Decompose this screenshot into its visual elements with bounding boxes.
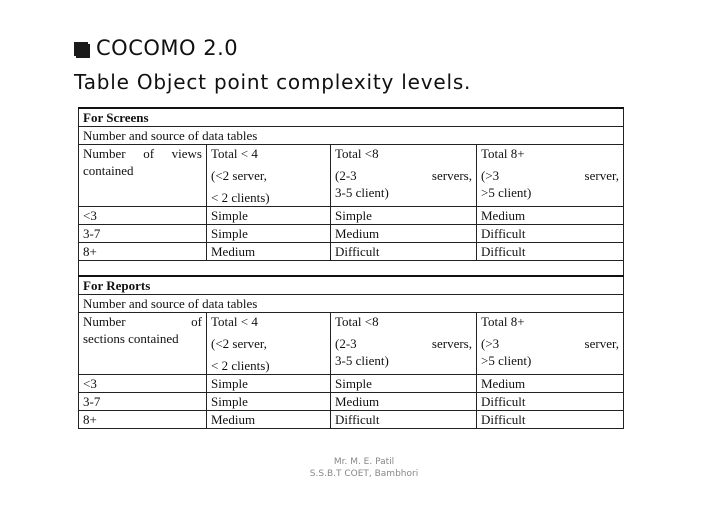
screens-value-cell: Difficult — [477, 243, 624, 261]
reports-value-cell: Medium — [207, 411, 331, 429]
reports-row-header — [79, 313, 207, 375]
table-row — [79, 243, 624, 261]
reports-col3-header — [477, 313, 624, 375]
table-row — [79, 375, 624, 393]
screens-col2-line2: (2-3 servers, — [335, 168, 472, 183]
reports-value-cell: Simple — [331, 375, 477, 393]
screens-value-cell: Difficult — [477, 225, 624, 243]
complexity-table — [78, 107, 624, 429]
reports-value-cell: Medium — [477, 375, 624, 393]
reports-range-cell: 8+ — [79, 411, 207, 429]
reports-range-cell: 3-7 — [79, 393, 207, 411]
reports-source-row — [79, 295, 624, 313]
reports-col1-line2: (<2 server, — [211, 336, 267, 351]
reports-col2-line3: 3-5 client) — [335, 353, 389, 368]
section-spacer-row — [79, 261, 624, 277]
reports-col1-header — [207, 313, 331, 375]
screens-value-cell: Medium — [207, 243, 331, 261]
screens-value-cell: Medium — [331, 225, 477, 243]
reports-section-row — [79, 276, 624, 295]
screens-section-label: For Screens — [79, 108, 624, 127]
table-row — [79, 207, 624, 225]
screens-value-cell: Simple — [207, 207, 331, 225]
screens-section-row — [79, 108, 624, 127]
reports-source-label: Number and source of data tables — [79, 295, 624, 313]
screens-range-cell: 3-7 — [79, 225, 207, 243]
screens-row-header-line2: contained — [83, 163, 134, 178]
screens-range-cell: <3 — [79, 207, 207, 225]
slide-title-text: COCOMO 2.0 — [96, 36, 239, 60]
reports-value-cell: Difficult — [477, 411, 624, 429]
reports-col3-line1: Total 8+ — [481, 314, 525, 329]
footer-institution: S.S.B.T COET, Bambhori — [309, 469, 419, 479]
reports-row-header-line1: Number of — [83, 314, 202, 329]
section-spacer — [79, 261, 624, 277]
reports-section-label: For Reports — [79, 276, 624, 295]
screens-col2-line1: Total <8 — [335, 146, 379, 161]
slide-footer — [0, 456, 728, 480]
screens-col3-header — [477, 145, 624, 207]
screens-value-cell: Simple — [331, 207, 477, 225]
screens-col1-line2: (<2 server, — [211, 168, 267, 183]
table-row — [79, 225, 624, 243]
screens-col2-header — [331, 145, 477, 207]
reports-header-row — [79, 313, 624, 375]
screens-header-row — [79, 145, 624, 207]
table-row — [79, 411, 624, 429]
screens-source-label: Number and source of data tables — [79, 127, 624, 145]
screens-col1-header — [207, 145, 331, 207]
reports-value-cell: Medium — [331, 393, 477, 411]
reports-col1-line1: Total < 4 — [211, 314, 258, 329]
reports-col3-line2: (>3 server, — [481, 336, 620, 351]
reports-col2-line1: Total <8 — [335, 314, 379, 329]
screens-col1-line3: < 2 clients) — [211, 190, 270, 205]
footer-author: Mr. M. E. Patil — [333, 457, 395, 467]
screens-row-header-line1: Number of views — [83, 146, 202, 161]
screens-col3-line1: Total 8+ — [481, 146, 525, 161]
screens-source-row — [79, 127, 624, 145]
checkbox-bullet-icon — [74, 42, 88, 56]
screens-row-header — [79, 145, 207, 207]
screens-col1-line1: Total < 4 — [211, 146, 258, 161]
slide-title — [74, 36, 238, 60]
reports-value-cell: Difficult — [477, 393, 624, 411]
table-caption: Table Object point complexity levels. — [74, 70, 472, 94]
reports-range-cell: <3 — [79, 375, 207, 393]
reports-row-header-line2: sections contained — [83, 331, 179, 346]
reports-col3-line3: >5 client) — [481, 353, 532, 368]
screens-value-cell: Medium — [477, 207, 624, 225]
reports-value-cell: Difficult — [331, 411, 477, 429]
screens-range-cell: 8+ — [79, 243, 207, 261]
screens-value-cell: Simple — [207, 225, 331, 243]
screens-value-cell: Difficult — [331, 243, 477, 261]
screens-col2-line3: 3-5 client) — [335, 185, 389, 200]
screens-col3-line2: (>3 server, — [481, 168, 620, 183]
reports-value-cell: Simple — [207, 375, 331, 393]
reports-value-cell: Simple — [207, 393, 331, 411]
screens-col3-line3: >5 client) — [481, 185, 532, 200]
table-row — [79, 393, 624, 411]
reports-col2-header — [331, 313, 477, 375]
reports-col2-line2: (2-3 servers, — [335, 336, 472, 351]
reports-col1-line3: < 2 clients) — [211, 358, 270, 373]
